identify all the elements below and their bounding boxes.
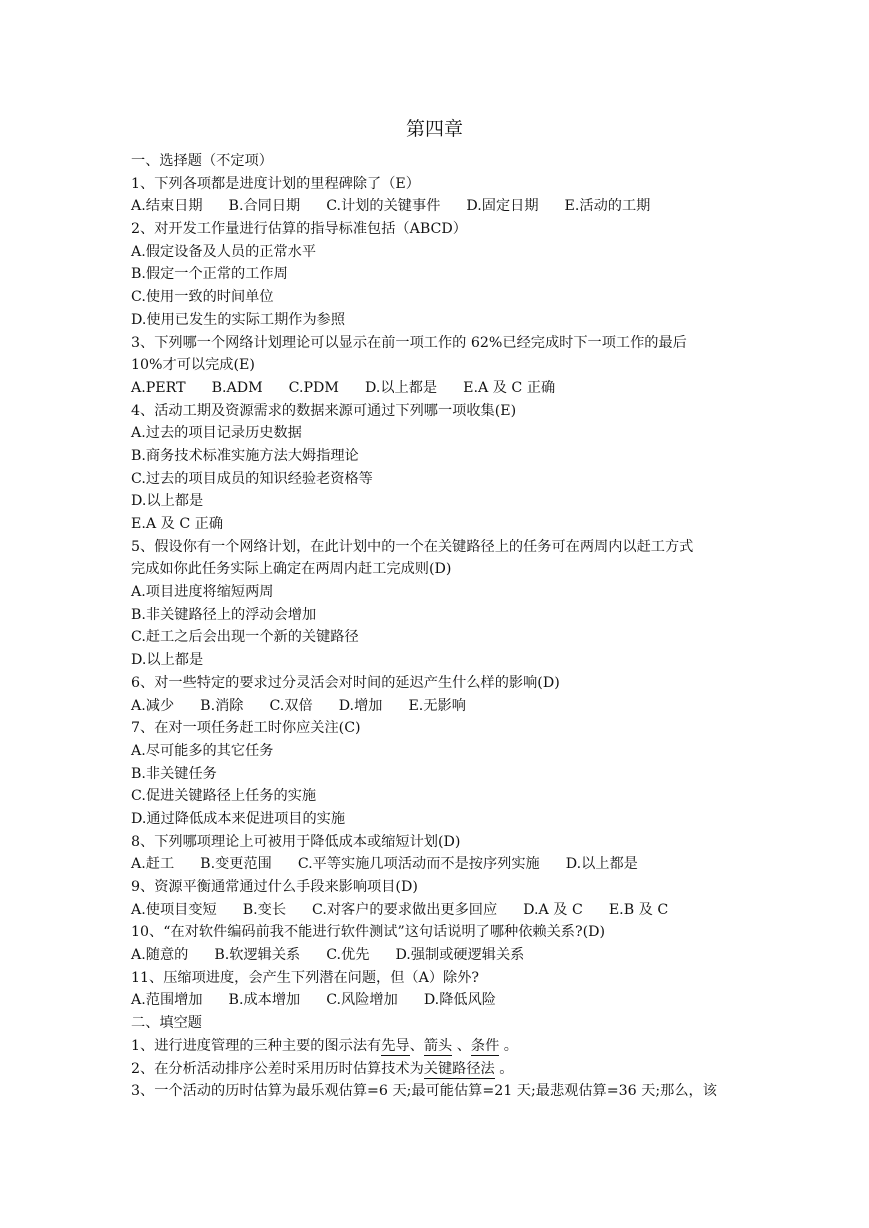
fill-answer: 箭头 xyxy=(423,1037,453,1054)
option: D.以上都是 xyxy=(565,856,638,873)
option: A.过去的项目记录历史数据 xyxy=(131,425,302,442)
option: C.对客户的要求做出更多回应 xyxy=(312,901,498,918)
option: B.非关键任务 xyxy=(131,765,217,782)
option: A.赶工 xyxy=(131,856,175,873)
option: D.增加 xyxy=(338,697,383,714)
option: D.降低风险 xyxy=(423,992,496,1009)
option: E.A 及 C 正确 xyxy=(131,516,224,532)
question-9-options xyxy=(131,899,743,922)
question-9: 9、资源平衡通常通过什么手段来影响项目(D) xyxy=(131,879,418,895)
option: E.B 及 C xyxy=(608,901,669,918)
option: B.软逻辑关系 xyxy=(214,947,301,964)
question-8-options xyxy=(131,853,743,876)
option: A.假定设备及人员的正常水平 xyxy=(131,243,317,260)
option: D.以上都是 xyxy=(364,379,438,396)
question-5-cont: 完成如你此任务实际上确定在两周内赶工完成则(D) xyxy=(131,561,452,578)
option: B.变更范围 xyxy=(200,856,272,873)
option: A.使项目变短 xyxy=(131,901,217,918)
fill-answer: 关键路径法 xyxy=(423,1060,495,1077)
option: B.假定一个正常的工作周 xyxy=(131,266,288,283)
fill-text: 、 xyxy=(409,1037,424,1054)
fill-text: 、 xyxy=(452,1037,471,1054)
option: E.活动的工期 xyxy=(564,198,651,215)
option: B.商务技术标准实施方法大姆指理论 xyxy=(131,447,359,464)
fill-text: 。 xyxy=(494,1060,514,1077)
option: C.计划的关键事件 xyxy=(326,198,441,215)
option: C.PDM xyxy=(288,379,339,396)
fill-text: 1、进行进度管理的三种主要的图示法有 xyxy=(131,1037,382,1054)
option: D.强制或硬逻辑关系 xyxy=(395,947,525,964)
option: D.通过降低成本来促进项目的实施 xyxy=(131,810,346,827)
fill-question-3: 3、一个活动的历时估算为最乐观估算=6 天;最可能估算=21 天;最悲观估算=36 天;那么，该 xyxy=(131,1083,717,1100)
option: D.使用已发生的实际工期作为参照 xyxy=(131,311,346,328)
option: E.无影响 xyxy=(408,697,466,714)
question-6-options xyxy=(131,695,743,718)
option: A.结束日期 xyxy=(131,198,203,215)
question-1: 1、下列各项都是进度计划的里程碑除了（E） xyxy=(131,175,420,192)
option: C.优先 xyxy=(326,947,370,964)
option: B.合同日期 xyxy=(228,198,301,215)
question-4: 4、活动工期及资源需求的数据来源可通过下列哪一项收集(E) xyxy=(131,402,517,419)
option: C.使用一致的时间单位 xyxy=(131,289,274,306)
section-heading: 一、选择题（不定项） xyxy=(131,153,273,169)
fill-text: 2、在分析活动排序公差时采用历时估算技术为 xyxy=(131,1060,424,1077)
option: C.平等实施几项活动而不是按序列实施 xyxy=(297,856,540,873)
option: A.范围增加 xyxy=(131,992,203,1009)
option: A.尽可能多的其它任务 xyxy=(131,742,274,759)
question-10: 10、“在对软件编码前我不能进行软件测试”这句话说明了哪种依赖关系?(D) xyxy=(131,924,606,941)
option: B.成本增加 xyxy=(228,992,301,1009)
option: A.PERT xyxy=(131,379,186,396)
question-7: 7、在对一项任务赶工时你应关注(C) xyxy=(131,720,361,737)
option: A.随意的 xyxy=(131,947,189,964)
section-heading: 二、填空题 xyxy=(131,1015,202,1032)
question-1-options xyxy=(131,195,743,218)
chapter-title: 第四章 xyxy=(405,118,463,140)
fill-answer: 先导 xyxy=(381,1037,410,1054)
question-6: 6、对一些特定的要求过分灵活会对时间的延迟产生什么样的影响(D) xyxy=(131,674,560,691)
question-11: 11、压缩项进度，会产生下列潜在问题，但（A）除外? xyxy=(131,969,480,986)
option: A.项目进度将缩短两周 xyxy=(131,584,274,601)
option: B.变长 xyxy=(242,901,287,918)
option: A.减少 xyxy=(131,697,175,714)
fill-answer: 条件 xyxy=(470,1037,500,1054)
question-3-cont: 10%才可以完成(E) xyxy=(131,357,255,374)
option: D.固定日期 xyxy=(466,198,539,215)
fill-question-1 xyxy=(131,1035,743,1058)
option: E.A 及 C 正确 xyxy=(463,379,556,396)
option: D.以上都是 xyxy=(131,493,204,510)
option: B.消除 xyxy=(200,697,244,714)
question-3-options xyxy=(131,377,743,400)
question-11-options xyxy=(131,989,743,1012)
option: B.非关键路径上的浮动会增加 xyxy=(131,606,317,623)
option: B.ADM xyxy=(211,379,263,396)
question-10-options xyxy=(131,944,743,967)
option: D.A 及 C xyxy=(523,901,583,918)
option: C.风险增加 xyxy=(326,992,398,1009)
option: C.促进关键路径上任务的实施 xyxy=(131,788,317,805)
question-2: 2、对开发工作量进行估算的指导标准包括（ABCD） xyxy=(131,221,467,238)
option: D.以上都是 xyxy=(131,652,204,669)
fill-question-2 xyxy=(131,1058,743,1081)
option: C.赶工之后会出现一个新的关键路径 xyxy=(131,629,359,646)
question-5: 5、假设你有一个网络计划，在此计划中的一个在关键路径上的任务可在两周内以赶工方式 xyxy=(131,538,694,555)
question-8: 8、下列哪项理论上可被用于降低成本或缩短计划(D) xyxy=(131,833,461,850)
option: C.双倍 xyxy=(269,697,313,714)
question-3: 3、下列哪一个网络计划理论可以显示在前一项工作的 62%已经完成时下一项工作的最后 xyxy=(131,334,687,351)
document-body xyxy=(131,150,743,1103)
fill-text: 。 xyxy=(499,1037,518,1054)
option: C.过去的项目成员的知识经验老资格等 xyxy=(131,470,373,487)
